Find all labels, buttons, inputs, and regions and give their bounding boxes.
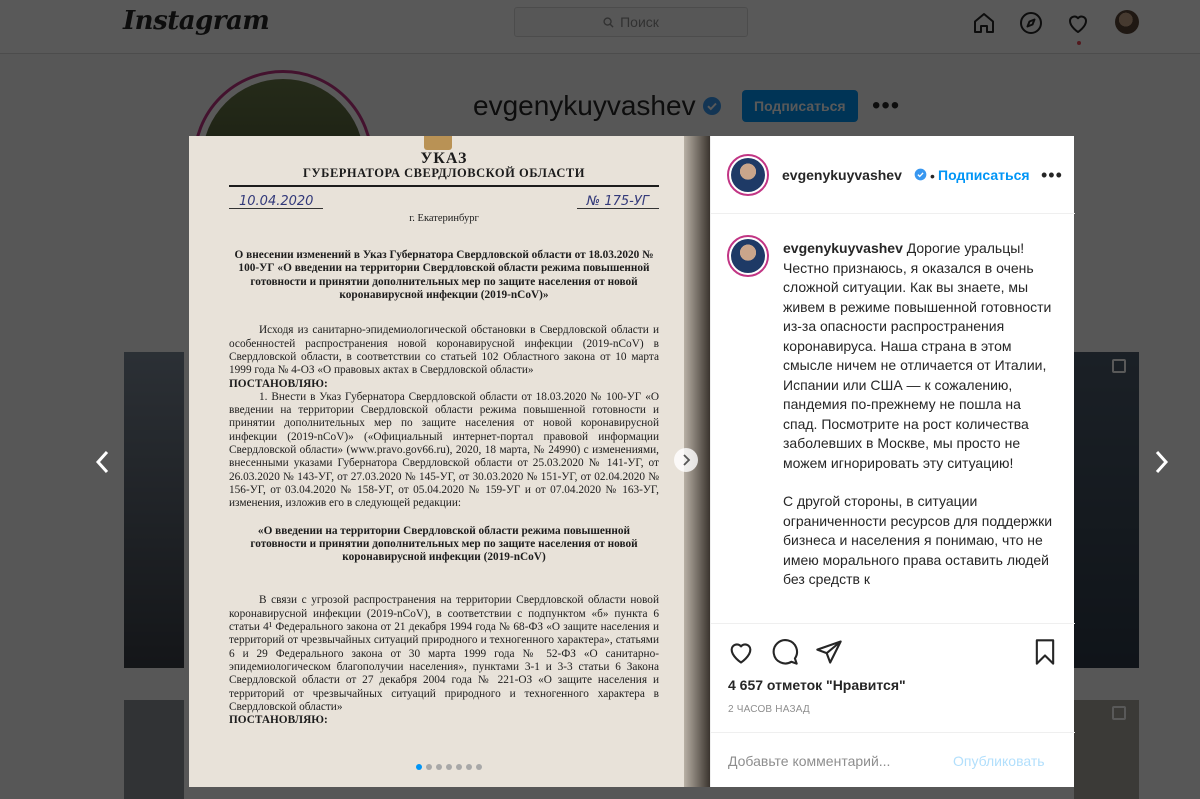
document-intro: Исходя из санитарно-эпидемиологической обстановки в Свердловской области и особенностей распространения новой коронавирусной инфекции (2019-nCoV) в Свердловской области, в соответствии со статьей 102 Областного закона от 10 марта 1999 года № 4-ОЗ «О правовых актах в Свердловской области» — [229, 324, 659, 377]
document-quoted-title: «О введении на территории Свердловской области режима повышенной готовности и принятии дополнительных мер по защите населения от новой коронавирусной инфекции (2019-nCoV) — [250, 524, 638, 564]
document-heading: УКАЗ — [420, 150, 468, 167]
post-actions — [711, 623, 1075, 787]
post-sidebar — [710, 136, 1074, 787]
carousel-dot — [436, 764, 442, 770]
save-bookmark-icon[interactable] — [1031, 638, 1059, 666]
document-subheading: ГУБЕРНАТОРА СВЕРДЛОВСКОЙ ОБЛАСТИ — [229, 167, 659, 186]
carousel-dot — [476, 764, 482, 770]
author-avatar[interactable] — [727, 154, 769, 196]
comment-form — [711, 732, 1075, 788]
publish-comment-button[interactable]: Опубликовать — [953, 753, 1045, 769]
document-date: 10.04.2020 — [229, 195, 323, 209]
comment-icon[interactable] — [771, 638, 799, 666]
carousel-next-button[interactable] — [674, 448, 698, 472]
caption-paragraph-1: Дорогие уральцы! Честно признаюсь, я оказался в очень сложной ситуации. Как вы знаете, мы живем в режиме повышенной готовности из-за опасности распространения коронавируса. Наша страна в этом смысле ничем не отличается от Италии, Испании или США — к сожалению, пандемия по-прежнему не пошла на спад. Посмотрите на рост количества заболевших в Москве, мы просто не можем игнорировать эту ситуацию! — [783, 240, 1052, 471]
carousel-dot — [466, 764, 472, 770]
carousel-dot — [426, 764, 432, 770]
document-decree-word: ПОСТАНОВЛЯЮ: — [229, 377, 328, 390]
post-timestamp[interactable]: 2 ЧАСОВ НАЗАД — [728, 704, 810, 715]
likes-count[interactable]: 4 657 отметок "Нравится" — [728, 677, 906, 693]
document-decree-word-2: ПОСТАНОВЛЯЮ: — [229, 714, 328, 727]
caption-paragraph-2: С другой стороны, в ситуации ограниченности ресурсов для поддержки бизнеса и населения я понимаю, что не имею морального права оставить людей без средств к — [783, 493, 1053, 587]
follow-button[interactable]: Подписаться — [938, 167, 1030, 183]
document-title: О внесении изменений в Указ Губернатора Свердловской области от 18.03.2020 № 100-УГ «О введении на территории Свердловской области режима повышенной готовности и принятии дополнительных мер по защите населения от новой коронавирусной инфекции (2019-nCoV)» — [234, 249, 654, 302]
chevron-right-icon — [681, 454, 691, 466]
document-item-1: 1. Внести в Указ Губернатора Свердловской области от 18.03.2020 № 100-УГ «О введении на территории Свердловской области режима повышенной готовности и принятии дополнительных мер по защите населения от новой коронавирусной инфекции (2019-nCoV)» («Официальный интернет-портал правовой информации Свердловской области» (www.pravo.gov66.ru), 2020, 18 марта, № 24990) с изменениями, внесенными указами Губернатора Свердловской области от 25.03.2020 № 141-УГ, от 26.03.2020 № 143-УГ, от 27.03.2020 № 145-УГ, от 30.03.2020 № 151-УГ, от 02.04.2020 № 156-УГ, от 03.04.2020 № 158-УГ, от 05.04.2020 № 159-УГ и от 07.04.2020 № 163-УГ, изменения, изложив его в следующей редакции: — [229, 390, 659, 510]
document-city: г. Екатеринбург — [409, 212, 479, 224]
verified-badge-icon — [914, 168, 927, 181]
caption-author-avatar[interactable] — [727, 235, 769, 277]
coat-of-arms-icon — [424, 136, 452, 150]
post-photo[interactable] — [189, 136, 710, 787]
share-icon[interactable] — [815, 638, 843, 666]
separator-dot: • — [930, 168, 935, 184]
carousel-dot — [456, 764, 462, 770]
like-heart-icon[interactable] — [727, 638, 755, 666]
more-options-button[interactable]: ••• — [1041, 165, 1063, 185]
caption-username[interactable]: evgenykuyvashev — [783, 240, 903, 256]
author-username[interactable]: evgenykuyvashev — [782, 167, 902, 183]
document-paragraph-2: В связи с угрозой распространения на территории Свердловской области новой коронавирусной инфекции (2019-nCoV), в соответствии с подпунктом «б» пункта 6 статьи 4¹ Федерального закона от 21 декабря 1994 года № 68-ФЗ «О защите населения и территорий от чрезвычайных ситуаций природного и техногенного характера», статьями 6 и 29 Федерального закона от 30 марта 1999 года № 52-ФЗ «О санитарно-эпидемиологическом благополучии населения», пунктами 3-1 и 3-3 статьи 6 Закона Свердловской области от 27 декабря 2004 года № 221-ОЗ «О защите населения и территорий от чрезвычайных ситуаций природного и техногенного характера в Свердловской области» — [229, 594, 659, 713]
next-post-arrow-icon[interactable] — [1149, 447, 1173, 477]
post-header — [711, 136, 1075, 214]
post-caption — [783, 239, 1053, 623]
comment-input[interactable] — [728, 733, 938, 789]
post-modal — [189, 136, 1074, 787]
carousel-dot — [446, 764, 452, 770]
previous-post-arrow-icon[interactable] — [91, 447, 115, 477]
carousel-indicator — [416, 764, 482, 770]
decree-document — [229, 146, 659, 727]
document-number: № 175-УГ — [577, 195, 659, 209]
carousel-dot — [416, 764, 422, 770]
